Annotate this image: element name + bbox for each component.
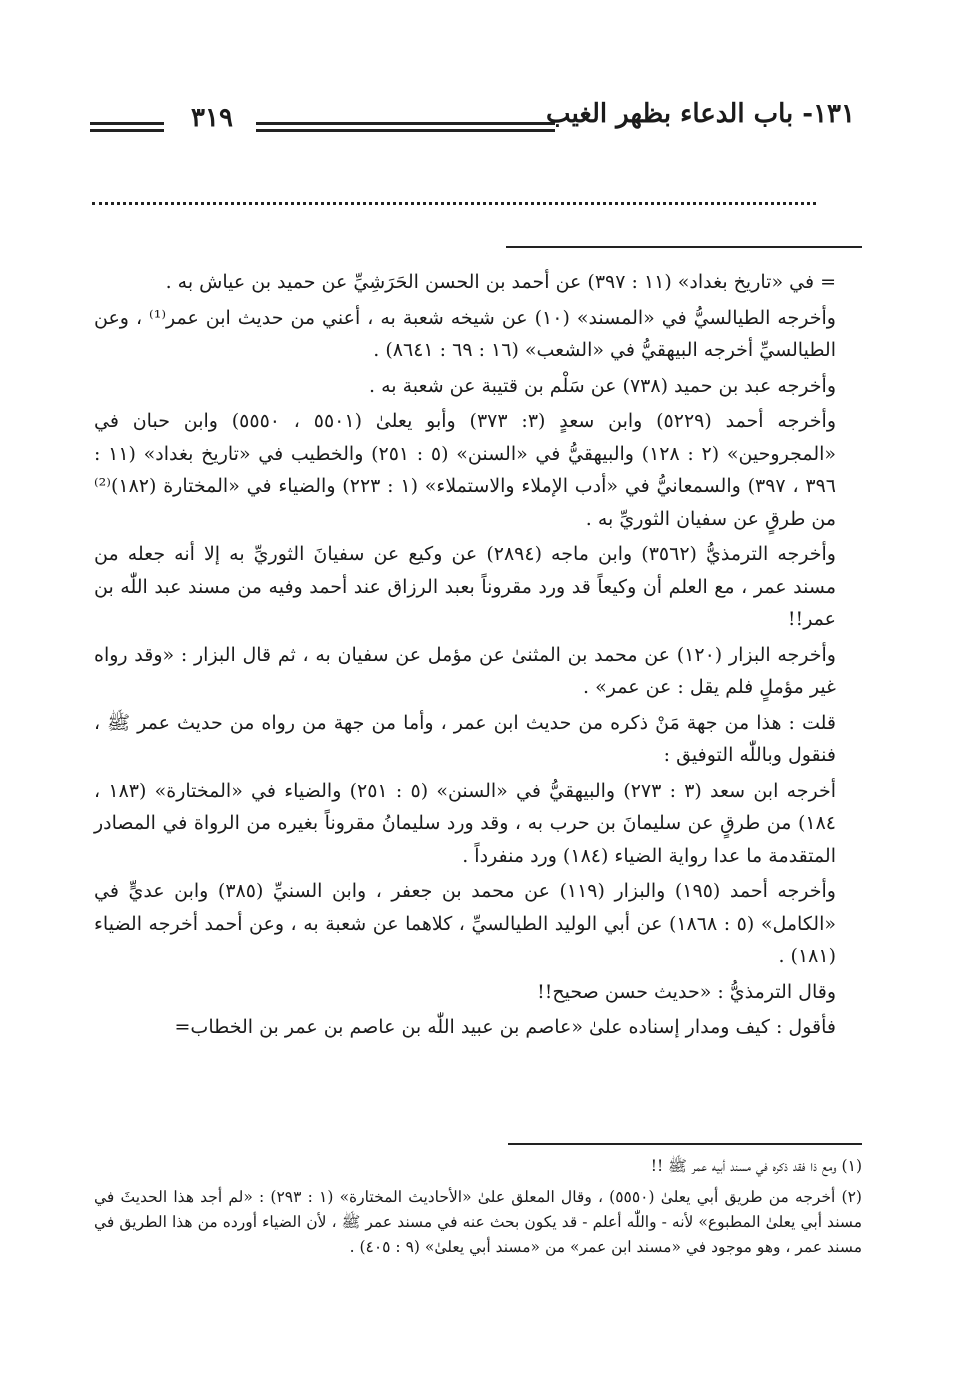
footnote-number: (٢) — [841, 1188, 862, 1206]
paragraph: وأخرجه عبد بن حميد (٧٣٨) عن سَلْم بن قتيبة عن شعبة به . — [369, 374, 836, 397]
paragraph: قلت : هذا من جهة مَنْ ذكره من حديث ابن عمر ، وأما من جهة من رواه من حديث عمر ﷺ ، فنقول وباللّٰه التوفيق : — [94, 711, 836, 766]
paragraph: وأخرجه الطيالسيُّ في «المسند» (١٠) عن شيخه شعبة به ، أعني من حديث ابن عمر⁽¹⁾ ، وعن الطيالسيِّ أخرجه البيهقيُّ في «الشعب» (١٦ : ٦٩ : ٨٦٤١) . — [94, 306, 836, 361]
paragraph: وأخرجه أحمد (٥٢٢٩) وابن سعدٍ (٣: ٣٧٣) وأبو يعلىٰ (٥٥٠١ ، ٥٥٥٠) وابن حبان في «المجروحين» (٢ : ١٢٨) والبيهقيُّ في «السنن» (٥ : ٢٥١) والخطيب في «تاريخ بغداد» (١١ : ٣٩٦ ، ٣٩٧) والسمعانيُّ في «أدب الإملاء والاستملاء» (١ : ٢٢٣) والضياء في «المختارة (١٨٢)⁽²⁾ من طرقٍ عن سفيان الثوريِّ به . — [94, 410, 837, 530]
paragraph: وأخرجه أحمد (١٩٥) والبزار (١١٩) عن محمد بن جعفر ، وابن السنيِّ (٣٨٥) وابن عديٍّ في «الكامل» (٥ : ١٨٦٨) عن أبي الوليد الطيالسيِّ ، كلاهما عن شعبة به ، وعن أحمد أخرجه الضياء (١٨١) . — [94, 880, 837, 967]
footnote-separator — [508, 1143, 862, 1145]
footnotes — [94, 1154, 862, 1266]
running-head — [90, 98, 865, 138]
continuation-rule — [506, 246, 862, 248]
chapter-title: ١٣١- باب الدعاء بظهر الغيب — [546, 99, 855, 129]
paragraph: = في «تاريخ بغداد» (١١ : ٣٩٧) عن أحمد بن الحسن الحَرَشِيِّ عن حميد بن عياش به . — [165, 271, 836, 293]
header-double-rule-right — [256, 122, 555, 132]
paragraph: وأخرجه البزار (١٢٠) عن محمد بن المثنىٰ عن مؤمل عن سفيان به ، ثم قال البزار : «وقد رواه غير مؤملٍ فلم يقل : عن عمر» . — [94, 643, 836, 698]
footnote — [94, 1154, 862, 1179]
body-text — [94, 266, 836, 1047]
footnote-text: ومع ذا فقد ذكره في مسند أبيه عمر ﷺ !! — [650, 1157, 837, 1175]
paragraph: وقال الترمذيُّ : «حديث حسن صحيح!! — [537, 980, 836, 1003]
footnote-text: أخرجه من طريق أبي يعلىٰ (٥٥٥٠) ، وقال المعلق علىٰ «الأحاديث المختارة» (١ : ٢٩٣) : «لم أجد هذا الحديثَ في مسند أبي يعلىٰ المطبوع» لأنه - واللّٰه أعلم - قد يكون بحث عنه في مسند عمر ﷺ ، لأن الضياء أورده من هذا الطريق في مسند عمر ، وهو موجود في «مسند ابن عمر» من «مسند أبي يعلىٰ» (٩ : ٤٠٥) . — [94, 1188, 862, 1256]
page-number: ٣١٩ — [191, 103, 233, 133]
paragraph: أخرجه ابن سعد (٣ : ٢٧٣) والبيهقيُّ في «السنن» (٥ : ٢٥١) والضياء في «المختارة» (١٨٣ ، ١٨٤) من طرقٍ عن سليمانَ بن حرب به ، وقد ورد سليمانُ مقروناً بغيره من الرواة في المصادر المتقدمة ما عدا رواية الضياء (١٨٤) ورد منفرداً . — [94, 779, 837, 867]
footnote — [94, 1185, 862, 1260]
dotted-separator — [92, 202, 816, 205]
footnote-number: (١) — [841, 1157, 862, 1175]
paragraph: فأقول : كيف ومدار إسناده علىٰ «عاصم بن عبيد اللّٰه بن عاصم بن عمر بن الخطاب= — [174, 1016, 836, 1038]
paragraph: وأخرجه الترمذيُّ (٣٥٦٢) وابن ماجه (٢٨٩٤) عن وكيع عن سفيانَ الثوريِّ به إلا أنه جعله من مسند عمر ، مع العلم أن وكيعاً قد ورد مقروناً بعبد الرزاق عند أحمد وفيه من مسند عبد اللّٰه بن عمر!! — [94, 543, 836, 630]
header-double-rule-left — [90, 122, 164, 132]
